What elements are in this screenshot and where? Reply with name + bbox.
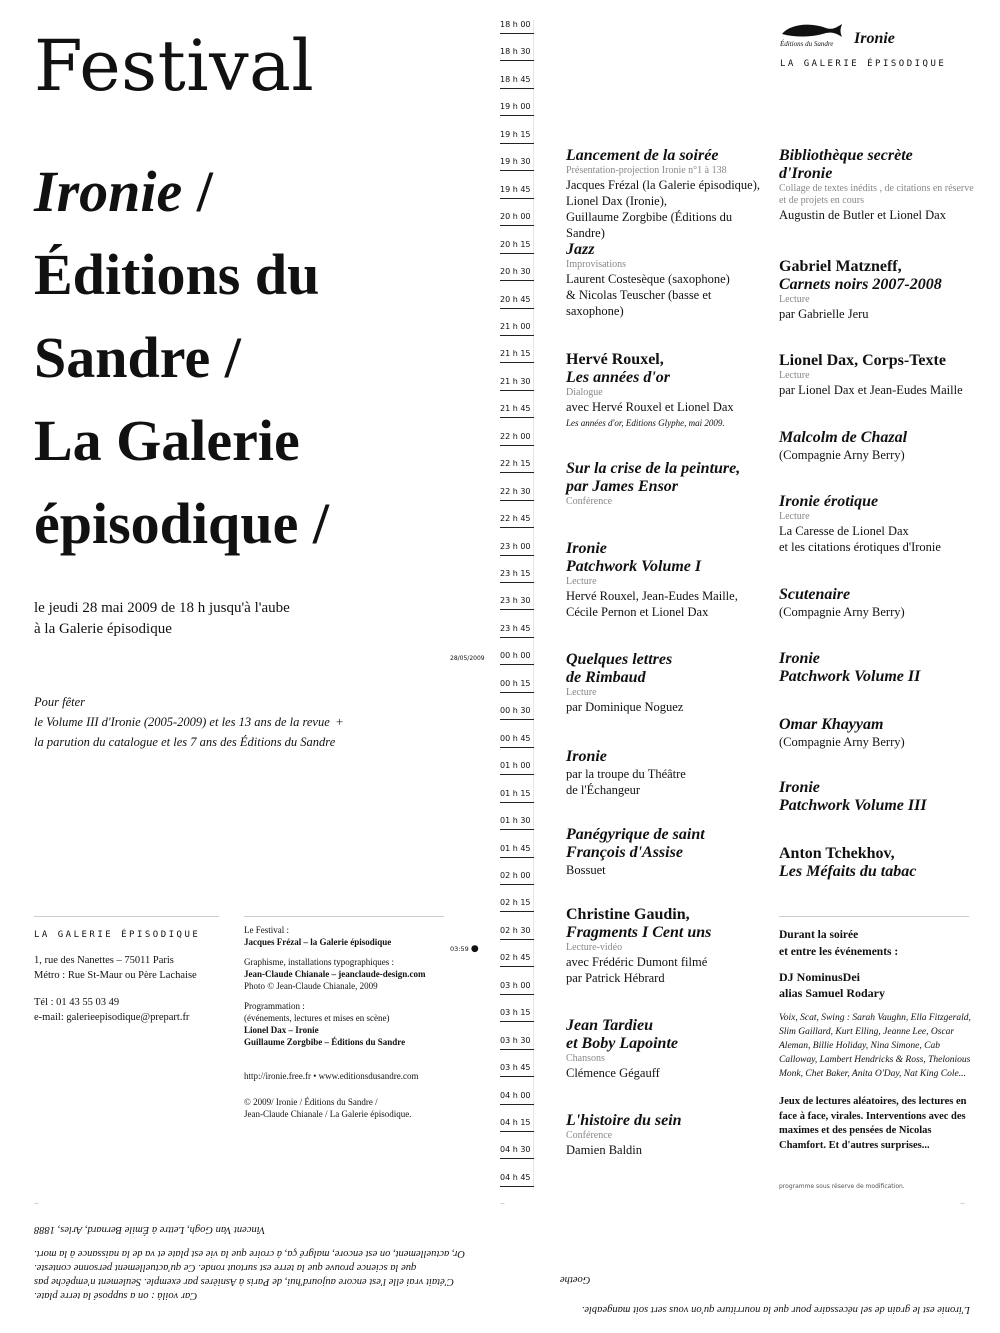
event-detail: Les années d'or, Editions Glyphe, mai 2009. [566,418,725,428]
van-gogh-quote [34,1222,474,1302]
event-title: Ironie [566,540,607,557]
event-subtitle: Les Méfaits du tabac [779,863,917,880]
event-detail: Clémence Gégauff [566,1066,660,1080]
timeline-tick: 18 h 30 [500,47,534,56]
phone: Tél : 01 43 55 03 49 [34,997,120,1008]
event-detail: Guillaume Zorgbibe (Éditions du Sandre) [566,210,733,240]
event-detail: et les citations érotiques d'Ironie [779,540,941,554]
event-detail: de l'Échangeur [566,783,641,797]
quote-line: Or, actuellement, on est encore, malgré ça, à croire que la vie est plate et va de la naissance à la mort. [34,1248,465,1259]
event-detail: avec Hervé Rouxel et Lionel Dax [566,400,734,414]
event-detail: & Nicolas Teuscher (basse et [566,288,712,302]
event-entry [779,147,979,223]
logo-sandre-text: Éditions du Sandre [780,40,834,48]
timeline-tick: 20 h 45 [500,295,534,304]
timeline-tick: 23 h 15 [500,569,534,578]
event-title: Christine Gaudin, [566,906,690,923]
copyright: Jean-Claude Chianale / La Galerie épisodique. [244,1109,412,1119]
event-subtitle: Patchwork Volume I [566,558,702,575]
website-links[interactable]: http://ironie.free.fr • www.editionsdusandre.com [244,1071,419,1081]
timeline-tick: 01 h 30 [500,816,534,825]
event-title: Jazz [566,241,595,258]
timeline-tick: 03 h 00 [500,981,534,990]
divider [244,916,444,917]
timeline-tick: 21 h 15 [500,349,534,358]
address: 1, rue des Nanettes – 75011 Paris [34,955,174,966]
credit-label: Programmation : [244,1001,305,1011]
event-subtitle: Fragments I Cent uns [566,924,712,941]
copyright: © 2009/ Ironie / Éditions du Sandre / [244,1097,378,1107]
event-entry [566,460,766,508]
credit-name: Lionel Dax – Ironie [244,1025,319,1035]
gallery-info [34,928,224,1025]
quote-line: C'était vrai elle l'est encore aujourd'hui, de Paris à Asnières par exemple. Seulement n'empêche pas [34,1276,454,1287]
event-detail: Bossuet [566,863,606,877]
event-entry [779,779,979,815]
event-title: Ironie [566,748,607,765]
timeline-tick: 20 h 00 [500,212,534,221]
event-entry [779,650,979,686]
title-line: Éditions du [34,242,320,307]
timeline-tick: 18 h 00 [500,20,534,29]
title-line: La Galerie [34,408,300,473]
event-type: Lecture [779,294,810,305]
timeline-tick: 23 h 30 [500,596,534,605]
timeline-tick: 23 h 45 [500,624,534,633]
event-type: Chansons [566,1053,605,1064]
event-entry [779,586,979,620]
event-entry [566,651,766,715]
timeline-tick: 21 h 00 [500,322,534,331]
event-entry [566,351,766,431]
title-line: Sandre / [34,325,241,390]
event-type: Conférence [566,496,613,507]
event-detail: Jacques Frézal (la Galerie épisodique), [566,178,761,192]
event-subtitle: François d'Assise [566,844,683,861]
event-subtitle: de Rimbaud [566,669,646,686]
small-time-stamp: 03:59 ● [450,944,479,954]
event-detail: par Patrick Hébrard [566,971,665,985]
event-title: Omar Khayyam [779,716,884,733]
dj-name: DJ NominusDei [779,970,861,984]
evening-extras [779,927,974,1153]
photo-credit: Photo © Jean-Claude Chianale, 2009 [244,981,378,991]
credit-name: Guillaume Zorgbibe – Éditions du Sandre [244,1037,406,1047]
event-detail: par Lionel Dax et Jean-Eudes Maille [779,383,963,397]
reserve-note: programme sous réserve de modification. [779,1183,905,1190]
event-entry [779,716,979,750]
timeline-tick: 03 h 45 [500,1063,534,1072]
event-detail: par Dominique Noguez [566,700,684,714]
credit-label: Le Festival : [244,925,289,935]
event-detail: (Compagnie Arny Berry) [779,735,905,749]
event-title: Ironie [779,779,820,796]
event-entry [566,241,766,319]
logo-ironie-text: Ironie [854,30,895,47]
event-detail: Augustin de Butler et Lionel Dax [779,208,946,222]
event-entry [779,258,979,322]
event-entry [779,429,979,463]
event-detail: par Gabrielle Jeru [779,307,869,321]
timeline-tick: 19 h 15 [500,130,534,139]
event-detail: (Compagnie Arny Berry) [779,448,905,462]
celebration-text [34,692,343,752]
event-entry [779,845,979,881]
event-title: Gabriel Matzneff, [779,258,902,275]
event-detail: La Caresse de Lionel Dax [779,524,909,538]
timeline-tick: 04 h 00 [500,1091,534,1100]
timeline-tick: 00 h 45 [500,734,534,743]
timeline-tick: 19 h 00 [500,102,534,111]
timeline-tick: 20 h 15 [500,240,534,249]
title-line: épisodique / [34,491,329,556]
event-detail: Lionel Dax (Ironie), [566,194,668,208]
timeline-tick: 01 h 15 [500,789,534,798]
quote-line: Car voilà : on a supposé la terre plate. [34,1290,198,1301]
divider [34,916,219,917]
celebrate-line: Pour fêter [34,695,86,709]
event-title: Jean Tardieu [566,1017,653,1034]
event-title: Anton Tchekhov, [779,845,895,862]
timeline-tick: 20 h 30 [500,267,534,276]
event-type: Lecture [566,576,597,587]
timeline-tick: 22 h 00 [500,432,534,441]
event-title: Scutenaire [779,586,851,603]
quote-attribution: Goethe [560,1274,591,1285]
timeline-tick: 04 h 45 [500,1173,534,1182]
timeline-tick: 19 h 45 [500,185,534,194]
event-entry [566,906,766,986]
divider [779,916,969,917]
credit-name: Jean-Claude Chianale – jeanclaude-design.com [244,969,426,979]
event-detail: Laurent Costesèque (saxophone) [566,272,730,286]
event-entry [779,493,979,555]
timeline-tick: 04 h 15 [500,1118,534,1127]
event-type: Présentation-projection Ironie n°1 à 138 [566,165,727,176]
event-title: Panégyrique de saint [566,826,705,843]
event-entry [566,147,766,241]
event-title: Malcolm de Chazal [779,429,908,446]
timeline-tick: 18 h 45 [500,75,534,84]
extras-heading: Durant la soirée [779,929,859,941]
event-title: Bibliothèque secrète [779,147,913,164]
dj-alias: alias Samuel Rodary [779,986,886,1000]
timeline-tick: 19 h 30 [500,157,534,166]
credit-sub: (événements, lectures et mises en scène) [244,1013,390,1023]
timeline-tick: 00 h 00 [500,651,534,660]
event-title: Lionel Dax, Corps-Texte [779,352,946,369]
event-title: Lancement de la soirée [566,147,719,164]
event-subtitle: et Boby Lapointe [566,1035,678,1052]
event-type: Dialogue [566,387,603,398]
date-line: le jeudi 28 mai 2009 de 18 h jusqu'à l'aube [34,600,290,616]
timeline-tick: 01 h 00 [500,761,534,770]
event-type: Collage de textes inédits , de citations en réserve et de projets en cours [779,183,974,206]
title-ironie: Ironie [34,159,183,224]
event-title: L'histoire du sein [566,1112,682,1129]
goethe-quote [560,1272,970,1316]
festival-heading: Festival [34,25,315,107]
event-date [34,598,290,640]
timeline-tick: 22 h 30 [500,487,534,496]
event-subtitle: d'Ironie [779,165,833,182]
event-entry [566,540,766,620]
quote-line: L'ironie est le grain de sel nécessaire pour que la nourriture qu'on vous sert soit mangeable. [581,1304,970,1315]
timeline-tick: 21 h 30 [500,377,534,386]
event-detail: Damien Baldin [566,1143,643,1157]
event-detail: par la troupe du Théâtre [566,767,686,781]
playlist-artists: Voix, Scat, Swing : Sarah Vaughn, Ella Fitzgerald, Slim Gaillard, Kurt Elling, Jeanne Lee, Oscar Aleman, Billie Holiday, Nina Simone, Cab Calloway, Lambert Hendricks & Ross, Thelonious Monk, Chet Baker, Anita O'Day, Nat King Cole... [779,1013,971,1079]
timeline-tick: 21 h 45 [500,404,534,413]
event-type: Lecture-vidéo [566,942,623,953]
event-subtitle: Patchwork Volume II [779,668,921,685]
fish-icon [780,22,844,40]
event-subtitle: Patchwork Volume III [779,797,927,814]
event-entry [566,1017,766,1081]
event-subtitle: Les années d'or [566,369,670,386]
timeline-tick: 00 h 15 [500,679,534,688]
event-detail: (Compagnie Arny Berry) [779,605,905,619]
celebrate-line: la parution du catalogue et les 7 ans des Éditions du Sandre [34,735,336,749]
plus-sign: + [336,715,344,729]
extras-heading: et entre les événements : [779,946,899,958]
event-title: Sur la crise de la peinture, [566,460,741,477]
timeline-tick: 01 h 45 [500,844,534,853]
extras-description: Jeux de lectures aléatoires, des lectures en face à face, virales. Interventions avec des maximes et des pensées de Nicolas Chamfort. Et d'autres surprises... [779,1096,967,1151]
event-type: Lecture [779,370,810,381]
event-type: Conférence [566,1130,613,1141]
event-entry [566,748,766,798]
email[interactable]: e-mail: galerieepisodique@prepart.fr [34,1012,190,1023]
title-slash: / [182,159,213,224]
quote-attribution: Vincent Van Gogh, Lettre à Émile Bernard, Arles, 1888 [34,1224,266,1235]
event-title: Ironie érotique [779,493,879,510]
event-type: Lecture [566,687,597,698]
timeline-tick: 00 h 30 [500,706,534,715]
timeline-tick: 02 h 30 [500,926,534,935]
credit-name: Jacques Frézal – la Galerie épisodique [244,937,392,947]
event-type: Improvisations [566,259,626,270]
event-detail: Hervé Rouxel, Jean-Eudes Maille, [566,589,738,603]
event-title: Ironie [779,650,820,667]
event-subtitle: Carnets noirs 2007-2008 [779,276,942,293]
timeline-tick: 02 h 45 [500,953,534,962]
event-subtitle: par James Ensor [566,478,679,495]
event-entry [566,826,766,878]
timeline-tick: 22 h 15 [500,459,534,468]
timeline-tick: 02 h 00 [500,871,534,880]
timeline-tick: 03 h 30 [500,1036,534,1045]
event-title: Quelques lettres [566,651,673,668]
celebrate-line: le Volume III d'Ironie (2005-2009) et les 13 ans de la revue [34,715,330,729]
event-detail: avec Frédéric Dumont filmé [566,955,708,969]
tiny-date-stamp: 28/05/2009 [450,655,485,662]
timeline-tick: 03 h 15 [500,1008,534,1017]
event-detail: saxophone) [566,304,624,318]
event-entry [779,352,979,398]
event-title: Hervé Rouxel, [566,351,664,368]
event-type: Lecture [779,511,810,522]
credits [244,924,454,1128]
quote-line: que la science prouve que la terre est surtout ronde. Ce qu'actuellement personne conteste. [34,1262,417,1273]
metro: Métro : Rue St-Maur ou Père Lachaise [34,970,197,981]
event-detail: Cécile Pernon et Lionel Dax [566,605,709,619]
logo-galerie-text: LA GALERIE ÉPISODIQUE [780,59,947,69]
timeline-tick: 22 h 45 [500,514,534,523]
timeline-tick: 23 h 00 [500,542,534,551]
main-title [34,150,474,565]
gallery-name: LA GALERIE ÉPISODIQUE [34,930,201,940]
event-entry [566,1112,766,1158]
timeline-tick: 04 h 30 [500,1145,534,1154]
timeline-tick: 02 h 15 [500,898,534,907]
venue-line: à la Galerie épisodique [34,621,172,637]
credit-label: Graphisme, installations typographiques : [244,957,394,967]
